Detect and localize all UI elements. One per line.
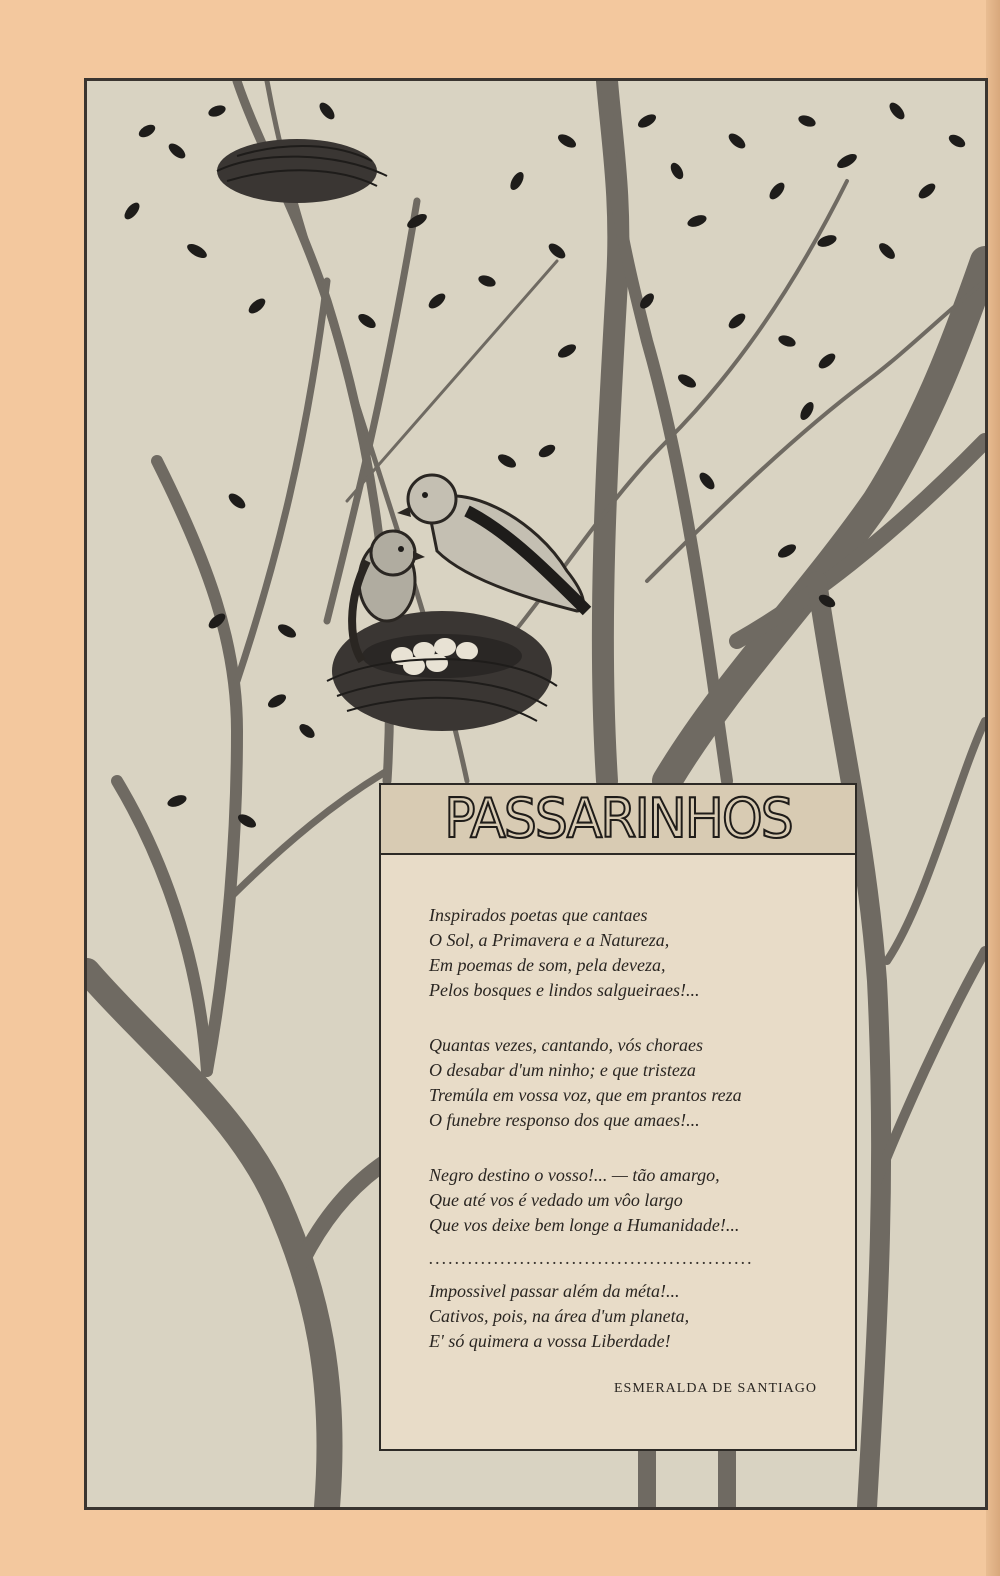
title-band [381, 785, 855, 855]
poem-line: Inspirados poetas que cantaes [429, 905, 648, 925]
stanza-2 [429, 1033, 839, 1133]
bird-large-icon [397, 475, 587, 611]
poem-line: Tremúla em vossa voz, que em prantos reza [429, 1085, 742, 1105]
poem-line: Que até vos é vedado um vôo largo [429, 1190, 683, 1210]
poem-line: O funebre responso dos que amaes!... [429, 1110, 700, 1130]
poem-line: Cativos, pois, na área d'um planeta, [429, 1306, 690, 1326]
illustration-frame [84, 78, 988, 1510]
poem-line: Quantas vezes, cantando, vós choraes [429, 1035, 703, 1055]
poem-line: E' só quimera a vossa Liberdade! [429, 1331, 671, 1351]
page-edge [986, 0, 1000, 1576]
stanza-1 [429, 903, 839, 1003]
poem-line: Que vos deixe bem longe a Humanidade!... [429, 1215, 740, 1235]
stanza-4 [429, 1279, 839, 1354]
poem-line: Pelos bosques e lindos salgueiraes!... [429, 980, 700, 1000]
poem-body [429, 903, 839, 1384]
poem-line: Impossivel passar além da méta!... [429, 1281, 680, 1301]
poem-title: PASSARINHOS [444, 787, 792, 851]
poem-line: O desabar d'um ninho; e que tristeza [429, 1060, 696, 1080]
poem-line: Em poemas de som, pela deveza, [429, 955, 666, 975]
author-signature: ESMERALDA DE SANTIAGO [614, 1381, 817, 1396]
poem-panel [379, 783, 857, 1451]
poem-line: O Sol, a Primavera e a Natureza, [429, 930, 670, 950]
stanza-3 [429, 1163, 839, 1238]
stanza-separator: .................................................. [429, 1248, 754, 1268]
poem-line: Negro destino o vosso!... — tão amargo, [429, 1165, 720, 1185]
